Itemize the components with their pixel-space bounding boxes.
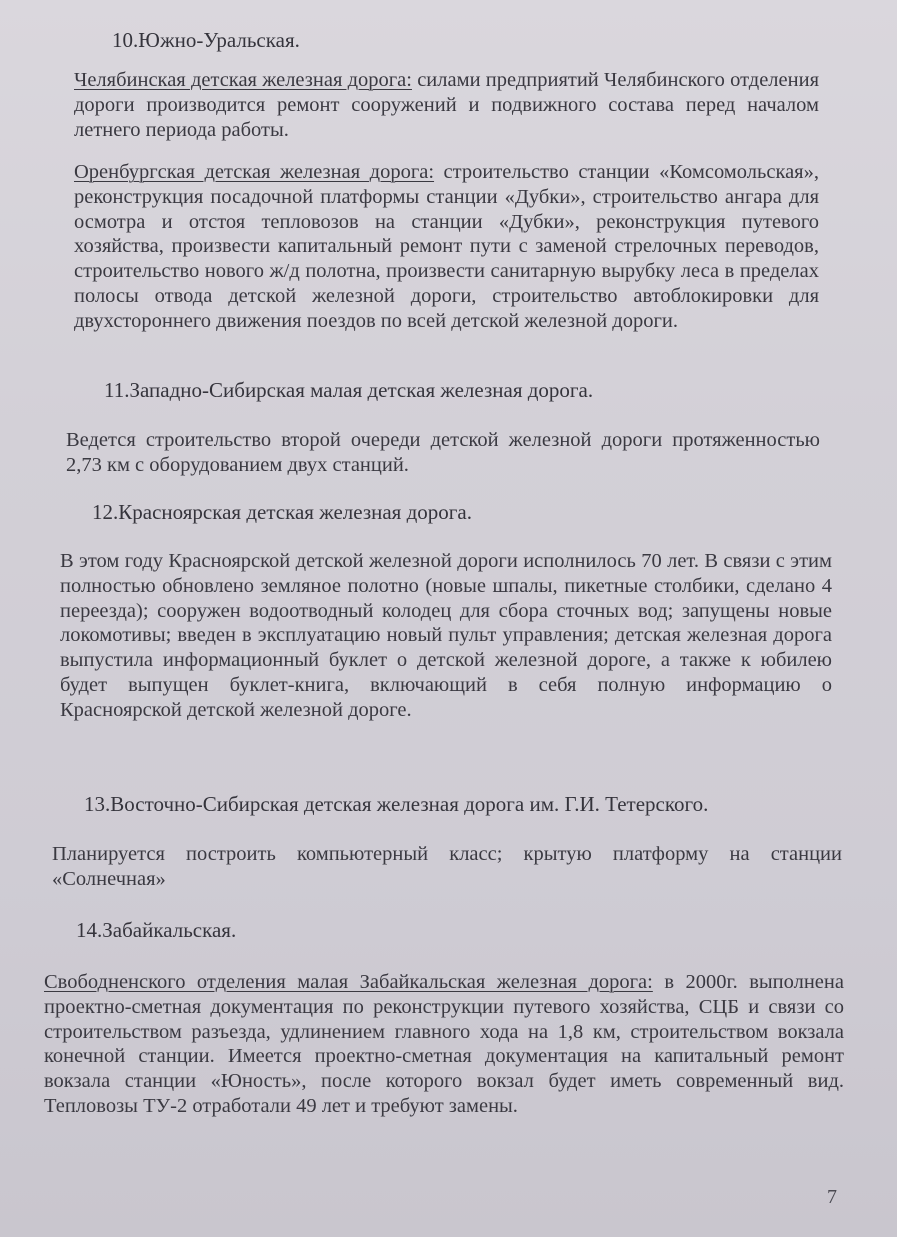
paragraph-trans-baikal <box>44 970 844 1119</box>
paragraph-chelyabinsk <box>74 68 819 142</box>
paragraph-west-siberian: Ведется строительство второй очереди детской железной дороги протяженностью 2,73 км с оборудованием двух станций. <box>66 429 820 476</box>
section-heading-south-ural: 10.Южно-Уральская. <box>112 28 300 52</box>
section-heading-east-siberian: 13.Восточно-Сибирская детская железная дорога им. Г.И. Тетерского. <box>84 792 709 816</box>
page-number: 7 <box>827 1186 837 1208</box>
paragraph-text-orenburg: строительство станции «Комсомольская», реконструкция посадочной платформы станции «Дубки», строительство ангара для осмотра и отстоя тепловозов на станции «Дубки», реконструкция путевого хозяйства, произвести капитальный ремонт пути с заменой стрелочных переводов, строительство нового ж/д полотна, произвести санитарную вырубку леса в пределах полосы отвода детской железной дороги, строительство автоблокировки для двухстороннего движения поездов по всей детской железной дороги. <box>74 161 819 332</box>
paragraph-krasnoyarsk: В этом году Красноярской детской железной дороги исполнилось 70 лет. В связи с этим полностью обновлено земляное полотно (новые шпалы, пикетные столбики, сделано 4 переезда); сооружен водоотводный колодец для сбора сточных вод; запущены новые локомотивы; введен в эксплуатацию новый пульт управления; детская железная дорога выпустила информационный буклет о детской железной дороге, а также к юбилею будет выпущен буклет-книга, включающий в себя полную информацию о Красноярской детской железной дороге. <box>60 550 832 721</box>
section-heading-krasnoyarsk: 12.Красноярская детская железная дорога. <box>92 500 472 524</box>
paragraph-text-chelyabinsk: силами предприятий Челябинского отделения дороги производится ремонт сооружений и подвижного состава перед началом летнего периода работы. <box>74 69 820 141</box>
section-heading-trans-baikal: 14.Забайкальская. <box>76 918 237 942</box>
underlined-title-trans-baikal: Свободненского отделения малая Забайкальская железная дорога: <box>44 971 653 993</box>
underlined-title-chelyabinsk: Челябинская детская железная дорога: <box>74 69 412 91</box>
paragraph-orenburg <box>74 160 819 334</box>
section-heading-west-siberian: 11.Западно-Сибирская малая детская железная дорога. <box>104 378 594 402</box>
underlined-title-orenburg: Оренбургская детская железная дорога: <box>74 161 435 183</box>
paragraph-text-trans-baikal: в 2000г. выполнена проектно-сметная документация по реконструкции путевого хозяйства, СЦБ и связи со строительством разъезда, удлинением главного хода на 1,8 км, строительством вокзала конечной станции. Имеется проектно-сметная документация на капитальный ремонт вокзала станции «Юность», после которого вокзал будет иметь современный вид. Тепловозы ТУ-2 отработали 49 лет и требуют замены. <box>44 971 844 1117</box>
paragraph-east-siberian: Планируется построить компьютерный класс; крытую платформу на станции «Солнечная» <box>52 843 842 890</box>
